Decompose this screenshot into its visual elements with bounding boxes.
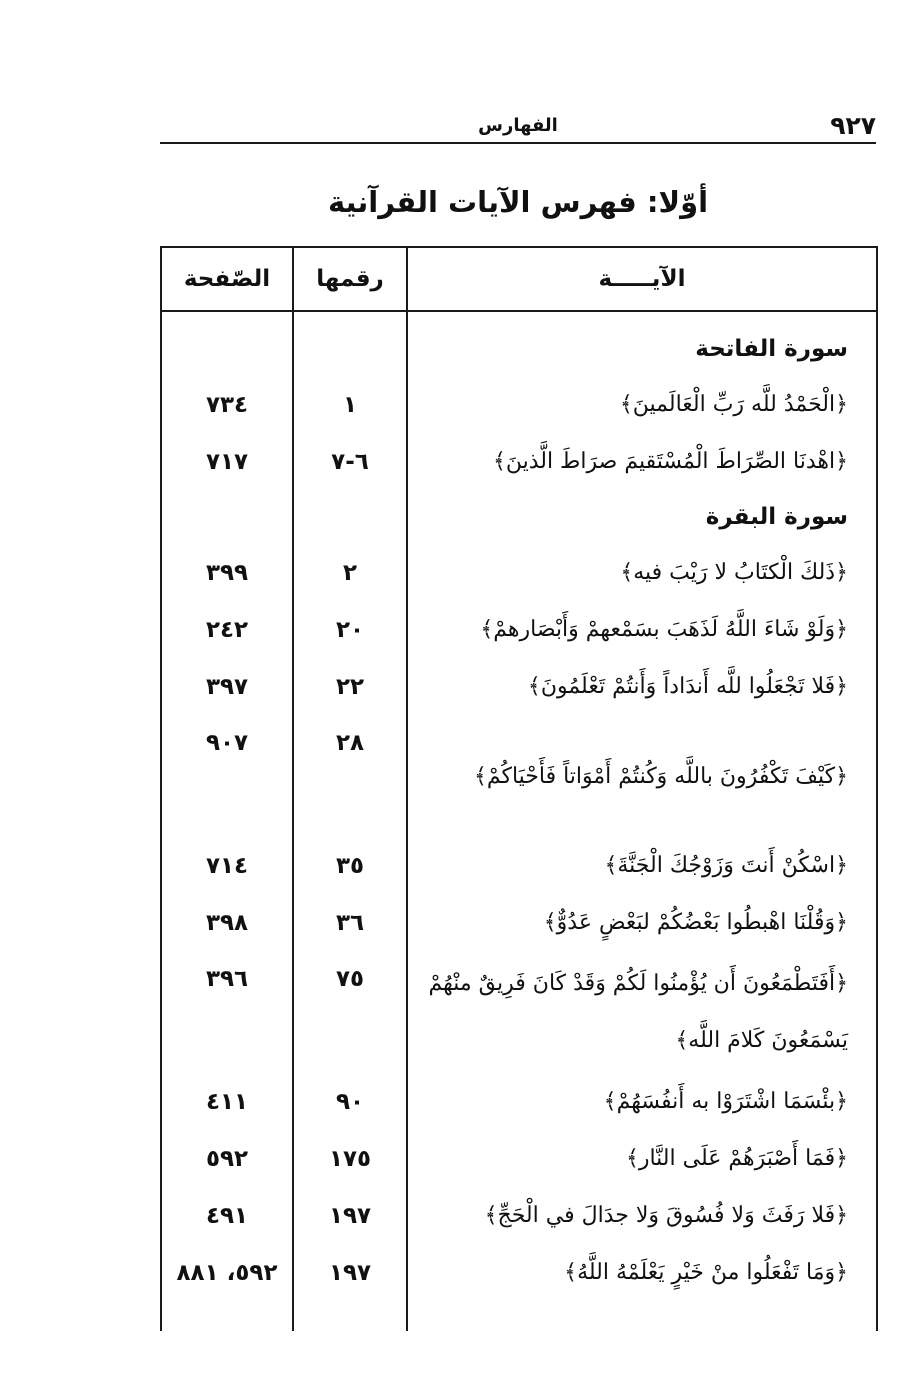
page-reference: ٧١٤ [161, 837, 293, 894]
table-row [161, 715, 877, 837]
verse-text [407, 658, 877, 715]
table-row [161, 951, 877, 1073]
page-reference: ٩٠٧ [161, 715, 293, 837]
verse-text [407, 894, 877, 951]
verse-text-content: ﴿ذَلكَ الْكتَابُ لا رَيْبَ فيه﴾ [620, 560, 848, 585]
page-reference: ٤٩١ [161, 1187, 293, 1244]
verse-text [407, 837, 877, 894]
verse-text [407, 1244, 877, 1301]
verse-number: ٢٨ [293, 715, 407, 837]
verse-text-content: ﴿اسْكُنْ أَنتَ وَزَوْجُكَ الْجَنَّةَ﴾ [604, 853, 848, 878]
verse-text-content: ﴿الْحَمْدُ للَّه رَبِّ الْعَالَمينَ﴾ [619, 392, 848, 417]
column-header-page: الصّفحة [161, 247, 293, 311]
page-number: ٩٢٧ [830, 111, 876, 140]
table-tail-row [161, 1301, 877, 1331]
verse-text [407, 376, 877, 433]
surah-heading-row [161, 322, 877, 376]
verse-text-content: ﴿فَمَا أَصْبَرَهُمْ عَلَى النَّار﴾ [625, 1146, 848, 1171]
page-reference: ٣٩٦ [161, 951, 293, 1073]
page-reference: ٥٩٢ [161, 1130, 293, 1187]
verse-number: ٦-٧ [293, 433, 407, 490]
page-reference: ٢٤٢ [161, 601, 293, 658]
page-reference: ٥٩٢، ٨٨١ [161, 1244, 293, 1301]
table-row [161, 1244, 877, 1301]
verse-number: ١٧٥ [293, 1130, 407, 1187]
table-row [161, 1130, 877, 1187]
verse-text-content: ﴿كَيْفَ تَكْفُرُونَ باللَّه وَكُنتُمْ أَمْوَاتاً فَأَحْيَاكُمْ﴾ [473, 763, 848, 789]
verse-number: ٢٢ [293, 658, 407, 715]
verse-number: ١٩٧ [293, 1244, 407, 1301]
table-row [161, 837, 877, 894]
verse-number: ١٩٧ [293, 1187, 407, 1244]
verse-text [407, 715, 877, 837]
index-title: أوّلا: فهرس الآيات القرآنية [327, 185, 709, 219]
verse-text [407, 1073, 877, 1130]
surah-name: سورة الفاتحة [695, 335, 848, 362]
verse-text [407, 951, 877, 1073]
verse-text [407, 1130, 877, 1187]
page-reference: ٣٩٨ [161, 894, 293, 951]
column-header-number: رقمها [293, 247, 407, 311]
page-reference: ٣٩٩ [161, 544, 293, 601]
table-row [161, 894, 877, 951]
verse-text [407, 433, 877, 490]
page-reference: ٣٩٧ [161, 658, 293, 715]
table-spacer-row [161, 311, 877, 322]
verse-text-content: ﴿اهْدنَا الصِّرَاطَ الْمُسْتَقيمَ صرَاطَ الَّذينَ﴾ [492, 449, 848, 474]
table-row [161, 544, 877, 601]
page-reference: ٤١١ [161, 1073, 293, 1130]
verse-text-content: ﴿بئْسَمَا اشْتَرَوْا به أَنفُسَهُمْ﴾ [603, 1089, 848, 1114]
verse-number: ٢٠ [293, 601, 407, 658]
verse-text [407, 544, 877, 601]
verse-text-content: ﴿وَمَا تَفْعَلُوا منْ خَيْرٍ يَعْلَمْهُ اللَّهُ﴾ [564, 1260, 848, 1285]
verse-text [407, 601, 877, 658]
quran-verses-index-table [160, 246, 878, 1331]
table-header-row [161, 247, 877, 311]
table-row [161, 376, 877, 433]
table-row [161, 1073, 877, 1130]
table-row [161, 433, 877, 490]
surah-name: سورة البقرة [705, 503, 848, 530]
table-body [161, 311, 877, 1331]
surah-heading-row [161, 490, 877, 544]
page-header [160, 108, 876, 144]
verse-text-content: ﴿وَلَوْ شَاءَ اللَّهُ لَذَهَبَ بسَمْعهمْ وَأَبْصَارهمْ﴾ [480, 617, 848, 642]
verse-number: ٩٠ [293, 1073, 407, 1130]
verse-text-content: ﴿فَلا تَجْعَلُوا للَّه أَندَاداً وَأَنتُمْ تَعْلَمُونَ﴾ [527, 674, 848, 699]
verse-number: ٢ [293, 544, 407, 601]
table-row [161, 658, 877, 715]
verse-number: ٣٥ [293, 837, 407, 894]
column-header-verse: الآيـــــة [407, 247, 877, 311]
verse-number: ١ [293, 376, 407, 433]
verse-number: ٧٥ [293, 951, 407, 1073]
verse-text-content: ﴿أَفَتَطْمَعُونَ أَن يُؤْمنُوا لَكُمْ وَقَدْ كَانَ فَرِيقٌ منْهُمْ يَسْمَعُونَ كَلامَ اللَّه﴾ [428, 971, 848, 1053]
running-title: الفهارس [478, 115, 558, 136]
verse-text-content: ﴿فَلا رَفَثَ وَلا فُسُوقَ وَلا جدَالَ في الْحَجِّ﴾ [484, 1203, 848, 1228]
page-reference: ٧١٧ [161, 433, 293, 490]
verse-text-content: ﴿وَقُلْنَا اهْبطُوا بَعْضُكُمْ لبَعْضٍ عَدُوٌّ﴾ [543, 910, 848, 935]
verse-number: ٣٦ [293, 894, 407, 951]
page-reference: ٧٣٤ [161, 376, 293, 433]
verse-text [407, 1187, 877, 1244]
table-row [161, 1187, 877, 1244]
table-row [161, 601, 877, 658]
